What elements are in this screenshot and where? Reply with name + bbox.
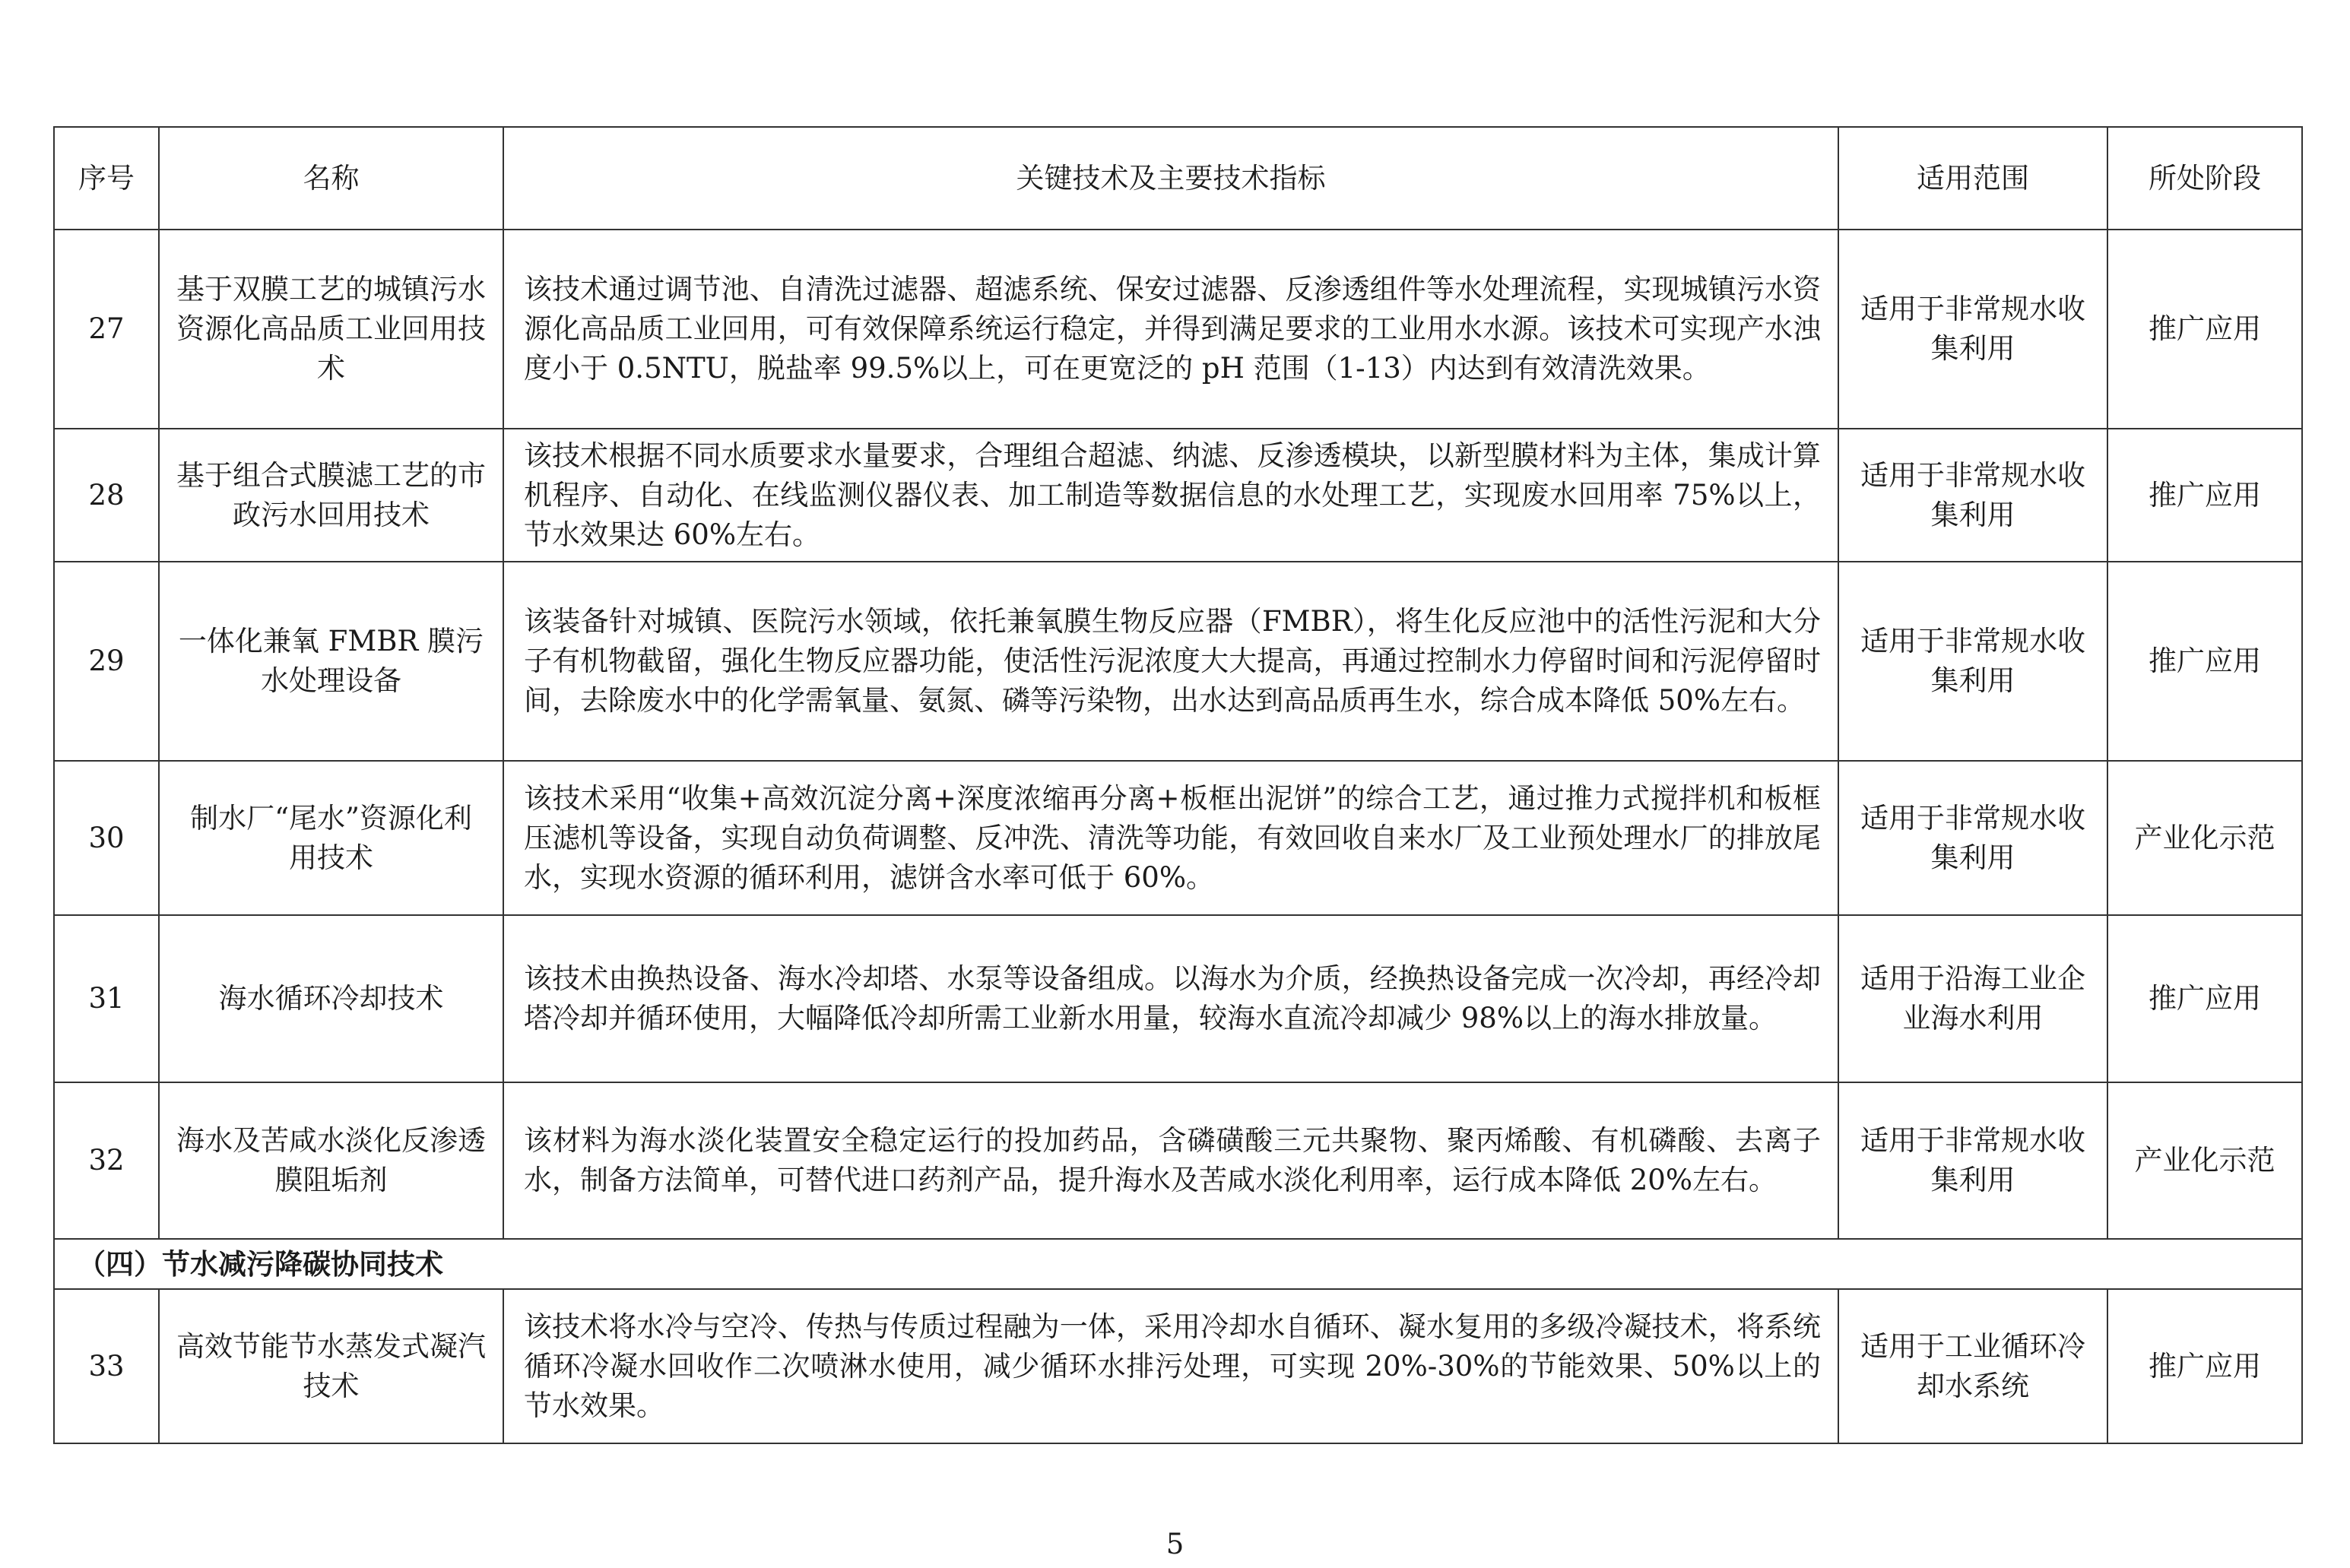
- cell-scope: [1838, 429, 2107, 562]
- cell-scope: [1838, 562, 2107, 761]
- table-row: [54, 1289, 2302, 1443]
- cell-name: [159, 915, 503, 1082]
- table-header-row: [54, 127, 2302, 230]
- cell-scope: [1838, 915, 2107, 1082]
- cell-stage: [2107, 429, 2302, 562]
- page-number: 5: [1165, 1528, 1185, 1560]
- cell-stage-text: 推广应用: [2149, 645, 2261, 677]
- cell-no: 29: [54, 562, 159, 761]
- cell-name: [159, 562, 503, 761]
- table-row: [54, 429, 2302, 562]
- cell-scope-text: 适用于工业循环冷却水系统: [1860, 1329, 2085, 1402]
- cell-stage: [2107, 1289, 2302, 1443]
- cell-scope-text: 适用于非常规水收集利用: [1860, 625, 2085, 697]
- cell-name: [159, 761, 503, 915]
- table-row: [54, 562, 2302, 761]
- table-row: [54, 230, 2302, 429]
- cell-no: 31: [54, 915, 159, 1082]
- cell-name: [159, 1289, 503, 1443]
- cell-name-text: 制水厂“尾水”资源化利用技术: [190, 801, 472, 874]
- cell-stage: [2107, 562, 2302, 761]
- cell-scope-text: 适用于沿海工业企业海水利用: [1860, 962, 2085, 1034]
- cell-scope-text: 适用于非常规水收集利用: [1860, 1124, 2085, 1196]
- cell-desc-text: 该技术根据不同水质要求水量要求，合理组合超滤、纳滤、反渗透模块，以新型膜材料为主体，集成计算机程序、自动化、在线监测仪器仪表、加工制造等数据信息的水处理工艺，实现废水回用率 75%以上，节水效果达 60%左右。: [524, 439, 1821, 551]
- cell-stage-text: 产业化示范: [2134, 821, 2275, 854]
- cell-desc-text: 该技术由换热设备、海水冷却塔、水泵等设备组成。以海水为介质，经换热设备完成一次冷却，再经冷却塔冷却并循环使用，大幅降低冷却所需工业新水用量，较海水直流冷却减少 98%以上的海水排放量。: [524, 962, 1821, 1034]
- cell-no: 33: [54, 1289, 159, 1443]
- cell-stage-text: 产业化示范: [2134, 1144, 2275, 1177]
- cell-name-text: 海水循环冷却技术: [218, 982, 444, 1015]
- header-desc: 关键技术及主要技术指标: [503, 127, 1838, 230]
- cell-name-text: 海水及苦咸水淡化反渗透膜阻垢剂: [176, 1124, 486, 1196]
- header-stage: 所处阶段: [2107, 127, 2302, 230]
- cell-name: [159, 429, 503, 562]
- table-row: [54, 761, 2302, 915]
- cell-scope-text: 适用于非常规水收集利用: [1860, 801, 2085, 874]
- cell-desc: [503, 761, 1838, 915]
- cell-scope: [1838, 1082, 2107, 1239]
- cell-desc: [503, 1289, 1838, 1443]
- header-name: 名称: [159, 127, 503, 230]
- cell-desc-text: 该材料为海水淡化装置安全稳定运行的投加药品，含磷磺酸三元共聚物、聚丙烯酸、有机磷酸、去离子水，制备方法简单，可替代进口药剂产品，提升海水及苦咸水淡化利用率，运行成本降低 20%左右。: [524, 1124, 1821, 1196]
- cell-no: 27: [54, 230, 159, 429]
- cell-scope-text: 适用于非常规水收集利用: [1860, 293, 2085, 365]
- cell-scope: [1838, 1289, 2107, 1443]
- cell-name-text: 高效节能节水蒸发式凝汽技术: [176, 1329, 486, 1402]
- header-no: 序号: [54, 127, 159, 230]
- cell-no: 30: [54, 761, 159, 915]
- cell-scope: [1838, 230, 2107, 429]
- table-row: [54, 915, 2302, 1082]
- cell-scope: [1838, 761, 2107, 915]
- cell-name: [159, 1082, 503, 1239]
- cell-desc: [503, 230, 1838, 429]
- cell-stage: [2107, 915, 2302, 1082]
- table-row: [54, 1082, 2302, 1239]
- cell-desc-text: 该装备针对城镇、医院污水领域，依托兼氧膜生物反应器（FMBR），将生化反应池中的活性污泥和大分子有机物截留，强化生物反应器功能，使活性污泥浓度大大提高，再通过控制水力停留时间和污泥停留时间，去除废水中的化学需氧量、氨氮、磷等污染物，出水达到高品质再生水，综合成本降低 50%左右。: [524, 605, 1821, 717]
- cell-stage: [2107, 1082, 2302, 1239]
- cell-desc-text: 该技术将水冷与空冷、传热与传质过程融为一体，采用冷却水自循环、凝水复用的多级冷凝技术，将系统循环冷凝水回收作二次喷淋水使用，减少循环水排污处理，可实现 20%-30%的节能效果、50%以上的节水效果。: [524, 1310, 1821, 1422]
- cell-name: [159, 230, 503, 429]
- section-row: [54, 1239, 2302, 1289]
- cell-scope-text: 适用于非常规水收集利用: [1860, 458, 2085, 531]
- cell-desc: [503, 1082, 1838, 1239]
- cell-stage-text: 推广应用: [2149, 312, 2261, 345]
- cell-stage-text: 推广应用: [2149, 478, 2261, 512]
- technology-table: [53, 126, 2303, 1444]
- cell-name-text: 基于双膜工艺的城镇污水资源化高品质工业回用技术: [176, 273, 486, 385]
- cell-no: 28: [54, 429, 159, 562]
- cell-stage-text: 推广应用: [2149, 1349, 2261, 1383]
- cell-desc: [503, 562, 1838, 761]
- cell-desc-text: 该技术通过调节池、自清洗过滤器、超滤系统、保安过滤器、反渗透组件等水处理流程，实现城镇污水资源化高品质工业回用，可有效保障系统运行稳定，并得到满足要求的工业用水水源。该技术可实现产水浊度小于 0.5NTU，脱盐率 99.5%以上，可在更宽泛的 pH 范围（1-13）内达到有效清洗效果。: [524, 273, 1821, 385]
- cell-no: 32: [54, 1082, 159, 1239]
- cell-stage: [2107, 761, 2302, 915]
- cell-desc: [503, 429, 1838, 562]
- cell-name-text: 一体化兼氧 FMBR 膜污水处理设备: [178, 625, 484, 697]
- header-scope: 适用范围: [1838, 127, 2107, 230]
- cell-stage: [2107, 230, 2302, 429]
- section-title: （四）节水减污降碳协同技术: [54, 1239, 2302, 1289]
- cell-desc-text: 该技术采用“收集+高效沉淀分离+深度浓缩再分离+板框出泥饼”的综合工艺，通过推力式搅拌机和板框压滤机等设备，实现自动负荷调整、反冲洗、清洗等功能，有效回收自来水厂及工业预处理水厂的排放尾水，实现水资源的循环利用，滤饼含水率可低于 60%。: [524, 781, 1821, 894]
- cell-name-text: 基于组合式膜滤工艺的市政污水回用技术: [176, 458, 486, 531]
- cell-desc: [503, 915, 1838, 1082]
- cell-stage-text: 推广应用: [2149, 982, 2261, 1015]
